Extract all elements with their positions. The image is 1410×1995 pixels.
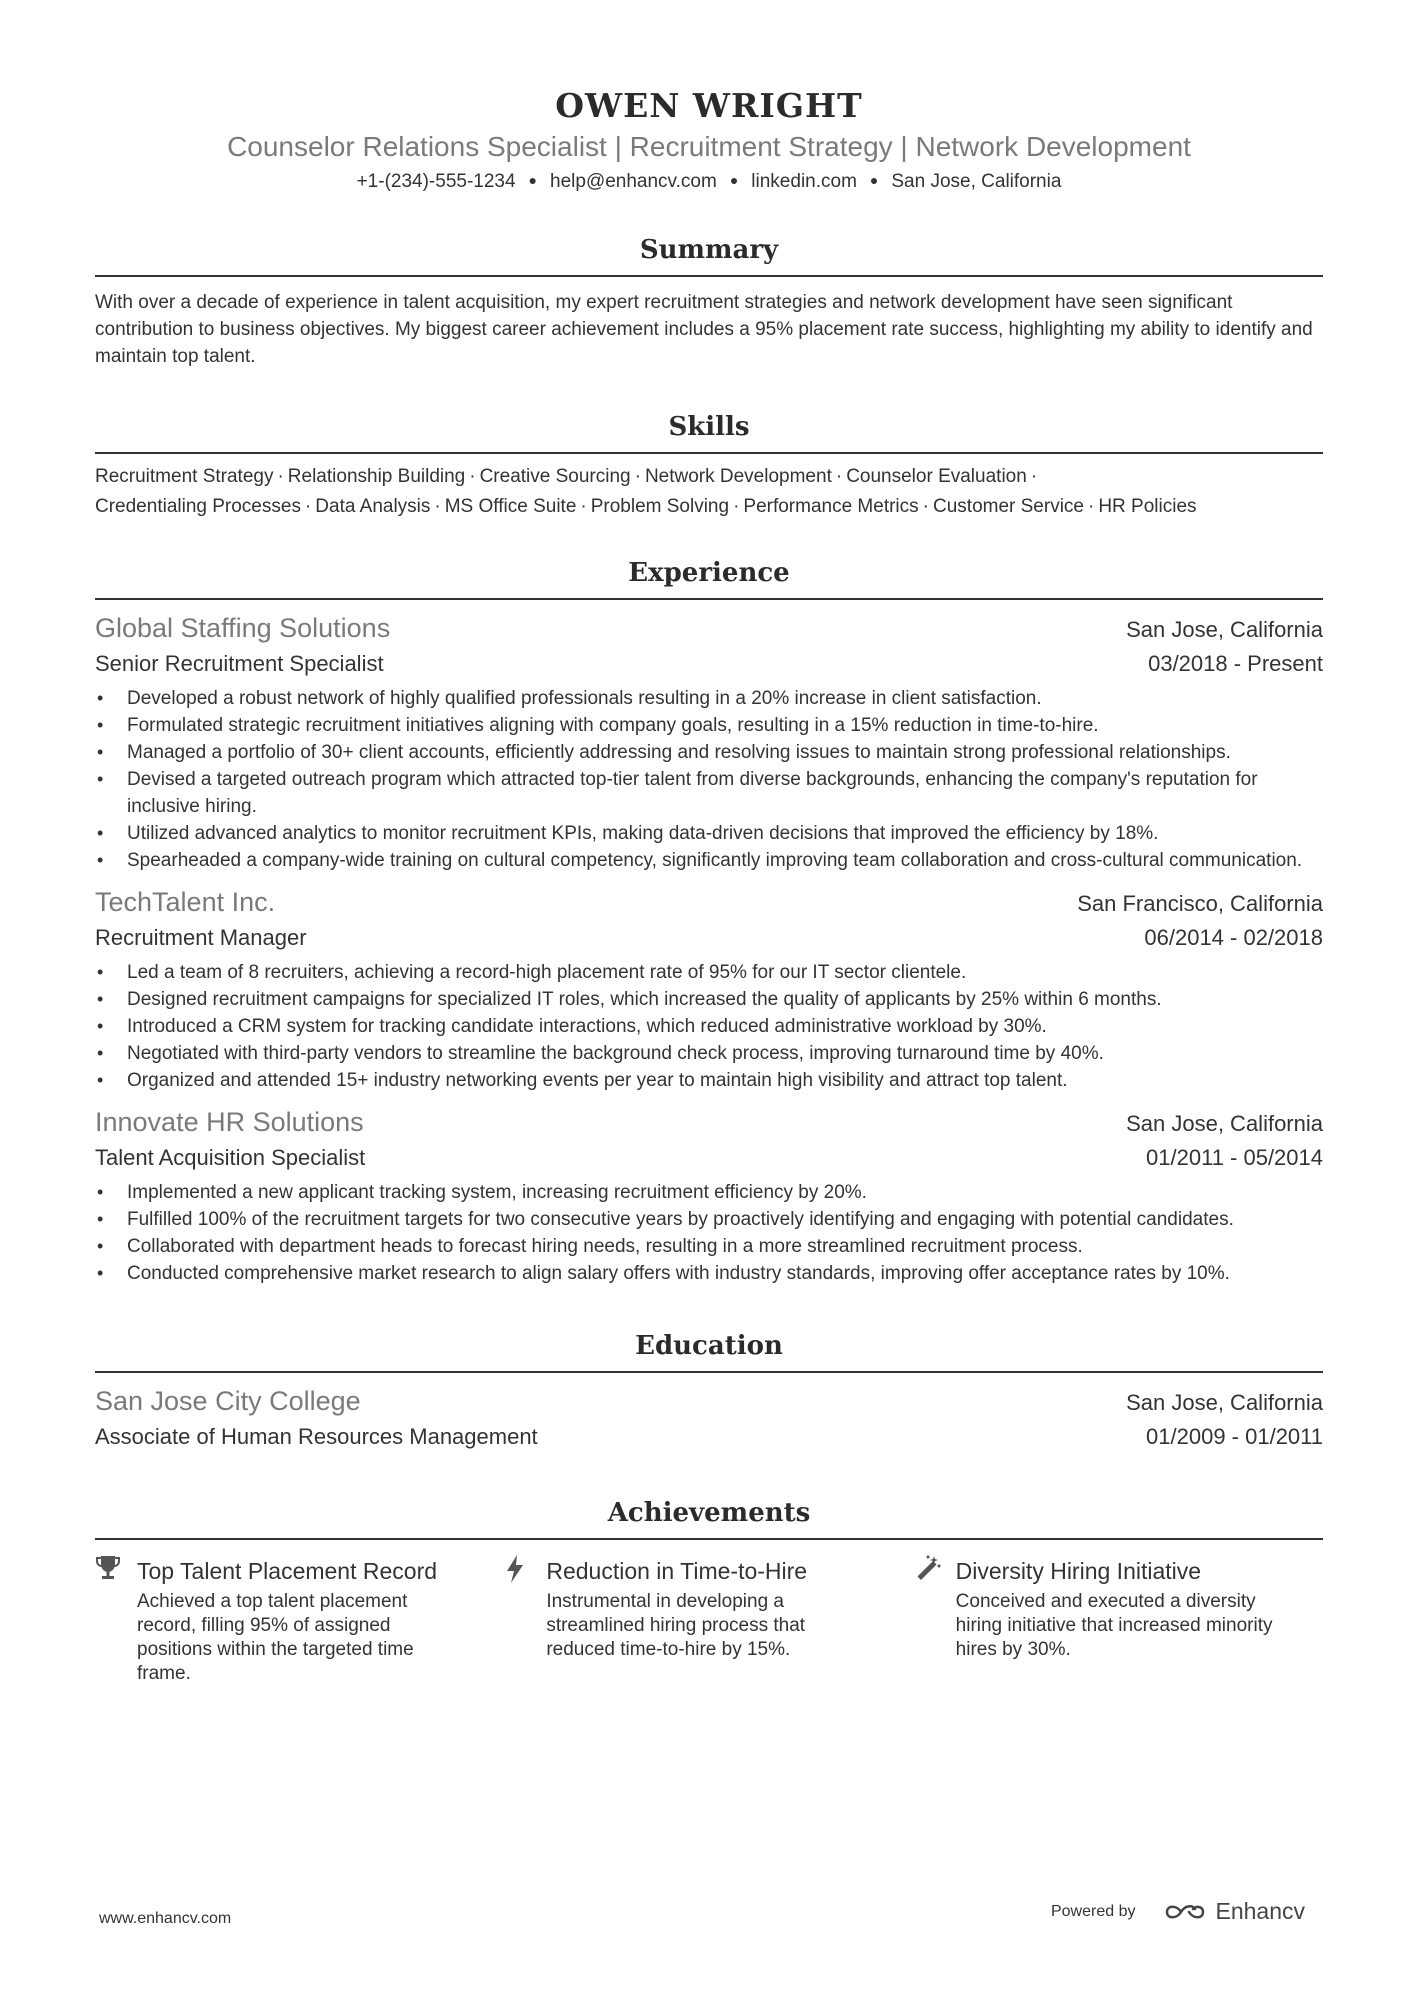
skill-item: Counselor Evaluation — [846, 466, 1027, 487]
education-heading: Education — [95, 1329, 1323, 1373]
candidate-name: OWEN WRIGHT — [555, 86, 863, 125]
bullet-item: • Conducted comprehensive market research to align salary offers with industry standards, improving offer acceptance rates by 10%. — [127, 1260, 1323, 1287]
bullet-item: • Implemented a new applicant tracking system, increasing recruitment efficiency by 20%. — [127, 1179, 1323, 1206]
bullet-item: • Led a team of 8 recruiters, achieving a record-high placement rate of 95% for our IT sector clientele. — [127, 959, 1323, 986]
resume-header — [95, 0, 1323, 195]
skills-heading: Skills — [95, 410, 1323, 454]
job-entry — [95, 1104, 1323, 1287]
skill-item: Recruitment Strategy — [95, 466, 274, 487]
bullet-item: • Fulfilled 100% of the recruitment targets for two consecutive years by proactively identifying and engaging with potential candidates. — [127, 1206, 1323, 1233]
achievements-grid — [95, 1554, 1323, 1686]
bullet-item: • Collaborated with department heads to forecast hiring needs, resulting in a more streamlined recruitment process. — [127, 1233, 1323, 1260]
skill-item: Network Development — [644, 466, 832, 487]
contact-line — [95, 167, 1323, 195]
skill-item: HR Policies — [1098, 496, 1197, 517]
achievements-section — [95, 1496, 1323, 1686]
skills-section — [95, 410, 1323, 522]
contact-phone: +1-(234)-555-1234 — [356, 171, 516, 192]
contact-email[interactable]: help@enhancv.com — [550, 171, 717, 192]
enhancv-logo-icon — [1163, 1901, 1207, 1923]
footer-branding — [1051, 1898, 1305, 1925]
bullet-item: • Devised a targeted outreach program which attracted top-tier talent from diverse backgrounds, enhancing the company's reputation for inclusive hiring. — [127, 766, 1323, 820]
achievement-title: Diversity Hiring Initiative — [955, 1558, 1202, 1584]
brand-name: Enhancv — [1215, 1898, 1305, 1924]
bullet-item: • Designed recruitment campaigns for specialized IT roles, which increased the quality of applicants by 25% within 6 months. — [127, 986, 1323, 1013]
job-role: Recruitment Manager — [95, 925, 307, 950]
bullet-item: • Spearheaded a company-wide training on cultural competency, significantly improving team collaboration and cross-cultural communication. — [127, 847, 1323, 874]
achievement-description: Conceived and executed a diversity hiring initiative that increased minority hires by 30%. — [955, 1591, 1273, 1660]
job-bullets — [95, 959, 1323, 1094]
bullet-item: • Utilized advanced analytics to monitor recruitment KPIs, making data-driven decisions that improved the efficiency by 18%. — [127, 820, 1323, 847]
achievement-item — [95, 1554, 504, 1686]
job-bullets — [95, 685, 1323, 874]
resume-page — [95, 0, 1323, 1686]
achievement-item — [504, 1554, 913, 1686]
achievement-description: Achieved a top talent placement record, filling 95% of assigned positions within the targeted time frame. — [137, 1591, 414, 1684]
brand-logo[interactable] — [1163, 1898, 1305, 1925]
contact-linkedin[interactable]: linkedin.com — [751, 171, 857, 192]
skill-item: Performance Metrics — [743, 496, 919, 517]
achievement-title: Top Talent Placement Record — [137, 1558, 438, 1584]
job-location: San Jose, California — [1126, 617, 1323, 642]
job-location: San Jose, California — [1126, 1111, 1323, 1136]
company-name: Global Staffing Solutions — [95, 613, 391, 643]
school-location: San Jose, California — [1126, 1390, 1323, 1415]
bullet-item: • Formulated strategic recruitment initiatives aligning with company goals, resulting in a 15% reduction in time-to-hire. — [127, 712, 1323, 739]
company-name: TechTalent Inc. — [95, 887, 276, 917]
bullet-item: • Negotiated with third-party vendors to streamline the background check process, improving turnaround time by 40%. — [127, 1040, 1323, 1067]
magic-wand-icon — [914, 1554, 956, 1686]
achievements-heading: Achievements — [95, 1496, 1323, 1540]
job-bullets — [95, 1179, 1323, 1287]
achievement-title: Reduction in Time-to-Hire — [546, 1558, 808, 1584]
experience-heading: Experience — [95, 556, 1323, 600]
skill-item: Creative Sourcing — [479, 466, 631, 487]
summary-section — [95, 233, 1323, 370]
job-entry — [95, 884, 1323, 1094]
skills-list: Recruitment Strategy · Relationship Building · Creative Sourcing · Network Development · Counselor Evaluation · Credentialing Processes · Data Analysis · MS Office Suite · Problem Solving · Performance Metrics · Customer Service · HR Policies — [95, 466, 1197, 517]
job-dates: 03/2018 - Present — [1148, 651, 1323, 676]
summary-heading: Summary — [95, 233, 1323, 277]
achievement-description: Instrumental in developing a streamlined hiring process that reduced time-to-hire by 15%. — [546, 1591, 806, 1660]
education-entry — [95, 1383, 1323, 1454]
experience-section — [95, 556, 1323, 1287]
job-entry — [95, 610, 1323, 874]
lightning-icon — [504, 1554, 546, 1686]
bullet-item: • Developed a robust network of highly qualified professionals resulting in a 20% increase in client satisfaction. — [127, 685, 1323, 712]
school-name: San Jose City College — [95, 1386, 361, 1416]
bullet-item: • Organized and attended 15+ industry networking events per year to maintain high visibility and attract top talent. — [127, 1067, 1323, 1094]
separator-dot: ● — [869, 172, 879, 188]
skill-item: Customer Service — [933, 496, 1084, 517]
separator-dot: ● — [729, 172, 739, 188]
job-role: Senior Recruitment Specialist — [95, 651, 384, 676]
footer-website[interactable]: www.enhancv.com — [99, 1910, 232, 1927]
candidate-title: Counselor Relations Specialist | Recruitment Strategy | Network Development — [227, 131, 1191, 162]
bullet-item: • Introduced a CRM system for tracking candidate interactions, which reduced administrative workload by 30%. — [127, 1013, 1323, 1040]
separator-dot: ● — [528, 172, 538, 188]
education-section — [95, 1329, 1323, 1454]
job-dates: 01/2011 - 05/2014 — [1146, 1145, 1323, 1170]
job-role: Talent Acquisition Specialist — [95, 1145, 366, 1170]
company-name: Innovate HR Solutions — [95, 1107, 364, 1137]
job-dates: 06/2014 - 02/2018 — [1144, 925, 1323, 950]
contact-location: San Jose, California — [891, 171, 1062, 192]
skill-item: Problem Solving — [590, 496, 730, 517]
achievement-item — [914, 1554, 1323, 1686]
skill-item: MS Office Suite — [444, 496, 577, 517]
education-dates: 01/2009 - 01/2011 — [1146, 1424, 1323, 1449]
skill-item: Relationship Building — [287, 466, 466, 487]
powered-by-label: Powered by — [1050, 1902, 1136, 1920]
skill-item: Credentialing Processes — [95, 496, 301, 517]
degree-name: Associate of Human Resources Management — [95, 1424, 538, 1449]
trophy-icon — [95, 1554, 137, 1686]
skill-item: Data Analysis — [315, 496, 431, 517]
job-location: San Francisco, California — [1077, 891, 1323, 916]
bullet-item: • Managed a portfolio of 30+ client accounts, efficiently addressing and resolving issues to maintain strong professional relationships. — [127, 739, 1323, 766]
summary-text: With over a decade of experience in talent acquisition, my expert recruitment strategies and network development have seen significant contribution to business objectives. My biggest career achievement includes a 95% placement rate success, highlighting my ability to identify and maintain top talent. — [95, 292, 1313, 367]
